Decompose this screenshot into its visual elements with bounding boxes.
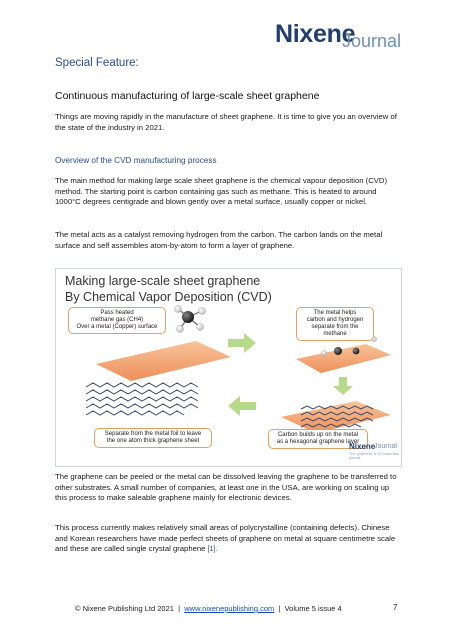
paragraph-polycrystalline-text: This process currently makes relatively small areas of polycrystalline (containing defects). Chinese and Korean researchers have made perfect sheets of graphene on metal at square centimetre scale and these are called single crystal graphene bbox=[55, 523, 396, 554]
page-number: 7 bbox=[393, 603, 398, 612]
footer-website-link[interactable]: www.nixenepublishing.com bbox=[184, 604, 275, 613]
arrow-left bbox=[228, 396, 256, 416]
paragraph-cvd-method: The main method for making large scale sheet graphene is the chemical vapour deposition (CVD) method. The starting point is carbon containing gas such as methane. This is heated to around 1000°C degrees centigrade and blown gently over a metal surface, usually copper or nickel. bbox=[55, 176, 388, 207]
paragraph-polycrystalline bbox=[55, 523, 400, 556]
footer-copyright: © Nixene Publishing Ltd 2021 bbox=[75, 604, 174, 613]
arrow-right bbox=[228, 333, 256, 353]
callout-step1-line1: Pass heated bbox=[100, 310, 134, 316]
subheading: Overview of the CVD manufacturing process bbox=[55, 156, 217, 165]
figure-title-line2: By Chemical Vapor Deposition (CVD) bbox=[65, 290, 272, 304]
figure-logo-journal: Journal bbox=[374, 443, 397, 450]
callout-step4-line1: Separate from the metal foil to leave bbox=[104, 431, 202, 437]
masthead-journal: Journal bbox=[342, 31, 402, 51]
callout-step4-line2: the one atom thick graphene sheet bbox=[106, 438, 200, 444]
arrow-down bbox=[333, 377, 353, 395]
figure-title-line1: Making large-scale sheet graphene bbox=[65, 274, 261, 288]
callout-step1 bbox=[68, 307, 166, 334]
paragraph-transfer: The graphene can be peeled or the metal can be dissolved leaving the graphene to be transferred to other substrates. A small number of companies, at least one in the USA, are working on scaling up this process to make saleable graphene mainly for electronic devices. bbox=[55, 472, 397, 503]
metal-plate-1 bbox=[96, 341, 231, 381]
callout-step2-line3: separate from the methane bbox=[311, 324, 359, 337]
metal-plate-2 bbox=[296, 344, 391, 373]
callout-step3-line2: as a hexagonal graphene layer bbox=[276, 439, 360, 445]
callout-step3-line1: Carbon builds up on the metal bbox=[277, 432, 359, 438]
callout-step4 bbox=[94, 428, 212, 448]
callout-step2-line2: carbon and hydrogen bbox=[306, 317, 364, 323]
paragraph-catalyst: The metal acts as a catalyst removing hydrogen from the carbon. The carbon lands on the metal surface and self assembles atom-by-atom to form a layer of graphene. bbox=[55, 230, 383, 250]
citation-link[interactable]: [1]. bbox=[207, 546, 218, 554]
methane-molecule bbox=[175, 306, 206, 333]
section-label: Special Feature: bbox=[55, 57, 139, 69]
callout-step2 bbox=[296, 307, 374, 341]
article-title: Continuous manufacturing of large-scale sheet graphene bbox=[55, 90, 320, 102]
footer-separator-2: | bbox=[278, 604, 281, 613]
masthead-brand: Nixene bbox=[275, 20, 356, 48]
figure-logo-brand: Nixene bbox=[349, 442, 376, 451]
graphene-sheet bbox=[86, 383, 198, 415]
callout-step2-line1: The metal helps bbox=[313, 310, 357, 316]
callout-step1-line2: methane gas (CH4) bbox=[90, 317, 144, 323]
callout-step1-line3: Over a metal (Copper) surface bbox=[76, 324, 158, 330]
footer-issue: Volume 5 issue 4 bbox=[284, 604, 342, 613]
footer-separator-1: | bbox=[178, 604, 181, 613]
figure-logo-tagline: The graphene & 2D materials journal bbox=[349, 452, 399, 460]
cvd-figure bbox=[55, 268, 402, 467]
footer bbox=[75, 604, 342, 613]
intro-paragraph: Things are moving rapidly in the manufacture of sheet graphene. It is time to give you an overview of the state of the industry in 2021. bbox=[55, 112, 397, 132]
